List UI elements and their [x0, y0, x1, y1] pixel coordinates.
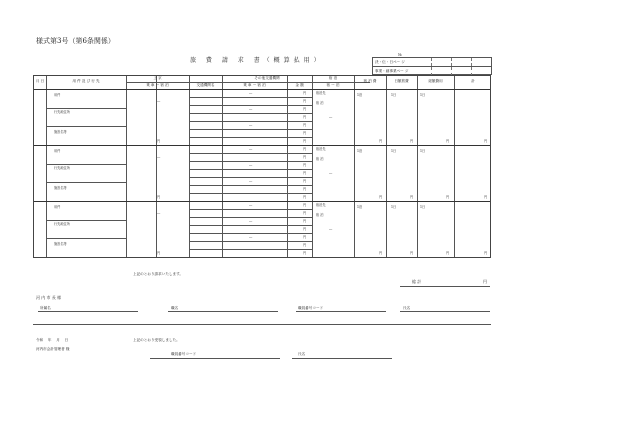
block2-purpose-label: 用件 — [54, 149, 61, 153]
header-lodging-sub: 宿 ー 泊 — [326, 83, 340, 87]
signature-label: 氏名 — [403, 306, 411, 310]
block3-lodging-dash: ― — [329, 227, 333, 231]
block3-dest-label: 行先地住所 — [54, 222, 70, 226]
block2-dest-label: 行先地住所 — [54, 166, 70, 170]
block2-yen-4: 円 — [303, 171, 307, 175]
block1-day-2: 1日 — [420, 93, 426, 97]
block3-trip-yen: 円 — [157, 251, 161, 255]
staff-code-label-2: 職員番号コード — [171, 352, 197, 356]
signature-line-2 — [292, 358, 392, 359]
block3-lodging-a: 宿泊先 — [316, 203, 326, 207]
header-trip-sub: 乗 車 ー 宿 泊 — [146, 83, 169, 87]
header-lodging: 宿 泊 — [328, 76, 338, 80]
header-other: その他交通機関 — [254, 76, 280, 80]
block2-yen-3: 円 — [303, 163, 307, 167]
block1-lodging-b: 宿 泊 — [316, 101, 324, 105]
block1-total-yen: 円 — [484, 139, 488, 143]
staff-code-line — [296, 311, 386, 312]
block3-daily-yen: 円 — [410, 251, 414, 255]
block3-yen-3: 円 — [303, 219, 307, 223]
document-title: 旅 費 請 求 書（概算払用） — [190, 57, 324, 64]
block2-total-yen: 円 — [484, 195, 488, 199]
block3-total-yen: 円 — [484, 251, 488, 255]
block1-yen-5: 円 — [303, 123, 307, 127]
stamp-row-ledger — [373, 58, 491, 67]
section-divider — [33, 324, 491, 325]
block1-dash-1: ― — [249, 91, 253, 95]
block2-trip-yen: 円 — [157, 195, 161, 199]
block2-dash-3: ― — [249, 179, 253, 183]
block2-dash-1: ― — [249, 147, 253, 151]
block1-purpose-label: 用件 — [54, 93, 61, 97]
block2-night: 1泊 — [357, 149, 363, 153]
block3-yen-4: 円 — [303, 227, 307, 231]
block1-lodging-dash: ― — [329, 115, 333, 119]
header-amount: 金 額 — [295, 83, 304, 87]
block2-yen-5: 円 — [303, 179, 307, 183]
block3-yen-5: 円 — [303, 235, 307, 239]
travel-expense-table — [33, 75, 491, 258]
header-total: 計 — [471, 79, 475, 83]
block2-yen-6: 円 — [303, 187, 307, 191]
header-month-day: 月 日 — [35, 79, 45, 83]
block3-night: 1泊 — [357, 205, 363, 209]
block2-lodging-yen: 円 — [379, 195, 383, 199]
block2-yen-7: 円 — [303, 195, 307, 199]
date-line: 令和 年 月 日 — [36, 338, 69, 342]
block2-trip-dash: ― — [157, 155, 161, 159]
stamp-box — [372, 57, 492, 75]
header-total-fee: 総額費用 — [428, 79, 443, 83]
block1-yen-7: 円 — [303, 139, 307, 143]
block1-yen-4: 円 — [303, 115, 307, 119]
grand-total-yen: 円 — [483, 279, 487, 284]
header-destination: 用 件 及 び 行 先 — [72, 79, 100, 83]
block3-day-2: 1日 — [420, 205, 426, 209]
block1-yen-3: 円 — [303, 107, 307, 111]
staff-code-line-2 — [150, 358, 280, 359]
block2-day-2: 1日 — [420, 149, 426, 153]
block2-lodging-b: 宿 泊 — [316, 157, 324, 161]
block1-night: 1泊 — [357, 93, 363, 97]
block1-daily-yen: 円 — [410, 139, 414, 143]
block1-day: 1日 — [391, 93, 397, 97]
block3-purpose-label: 用件 — [54, 205, 61, 209]
block3-lodging-yen: 円 — [379, 251, 383, 255]
block3-trip-dash: ― — [157, 211, 161, 215]
stamp-row-project-label: 事業・細事業ペー ジ — [375, 69, 409, 73]
block1-dash-2: ― — [249, 107, 253, 111]
signature-line — [400, 311, 490, 312]
block1-yen-2: 円 — [303, 99, 307, 103]
block2-lodging-dash: ― — [329, 171, 333, 175]
block1-dash-3: ― — [249, 123, 253, 127]
block2-dash-2: ― — [249, 163, 253, 167]
block1-yen-6: 円 — [303, 131, 307, 135]
block3-yen-1: 円 — [303, 203, 307, 207]
dept-label: 所属名 — [40, 306, 51, 310]
header-lodging-fee: 宿 泊 費 — [363, 79, 377, 83]
block1-dest-label: 行先地住所 — [54, 110, 70, 114]
request-statement: 上記のとおり請求いたします。 — [133, 272, 184, 276]
header-other-sub: 乗 車 ー 宿 泊 — [243, 83, 266, 87]
block3-yen-6: 円 — [303, 243, 307, 247]
block1-total-fee-yen: 円 — [446, 139, 450, 143]
block3-yen-7: 円 — [303, 251, 307, 255]
block2-yen-2: 円 — [303, 155, 307, 159]
block3-day: 1日 — [391, 205, 397, 209]
block3-dept-label: 施設名等 — [54, 242, 67, 246]
treasurer: 河内市会計管理者 様 — [36, 347, 70, 351]
block1-lodging-a: 宿泊先 — [316, 91, 326, 95]
signature-label-2: 氏名 — [298, 352, 306, 356]
grand-total-label: 総 計 — [412, 279, 422, 284]
block3-dash-1: ― — [249, 203, 253, 207]
received-statement: 上記のとおり受領しました。 — [133, 338, 180, 342]
title-line — [168, 311, 278, 312]
block1-trip-dash: ― — [157, 99, 161, 103]
staff-code-label: 職員番号コード — [298, 306, 324, 310]
block2-daily-yen: 円 — [410, 195, 414, 199]
block3-dash-3: ― — [249, 235, 253, 239]
dept-line — [38, 311, 138, 312]
header-trip: 上 京 — [153, 76, 162, 80]
block2-dept-label: 施設名等 — [54, 186, 67, 190]
block1-lodging-yen: 円 — [379, 139, 383, 143]
title-label: 職名 — [171, 306, 179, 310]
form-number: 様式第3号（第6条関係） — [36, 37, 115, 45]
block3-dash-2: ― — [249, 219, 253, 223]
grand-total-line — [400, 286, 490, 287]
stamp-row-ledger-label: 決・伝・日ペー ジ — [375, 60, 405, 64]
block3-total-fee-yen: 円 — [446, 251, 450, 255]
block2-day: 1日 — [391, 149, 397, 153]
header-transport: 交通機関名 — [196, 83, 215, 87]
header-daily-fee: 日額旅費 — [394, 79, 409, 83]
block3-lodging-b: 宿 泊 — [316, 213, 324, 217]
block3-yen-2: 円 — [303, 211, 307, 215]
stamp-number-label: № — [398, 52, 402, 57]
block2-yen-1: 円 — [303, 147, 307, 151]
block2-total-fee-yen: 円 — [446, 195, 450, 199]
block2-lodging-a: 宿泊先 — [316, 147, 326, 151]
recipient: 河 内 市 長 様 — [36, 295, 62, 300]
block1-trip-yen: 円 — [157, 139, 161, 143]
block1-dept-label: 施設名等 — [54, 130, 67, 134]
block1-yen-1: 円 — [303, 91, 307, 95]
